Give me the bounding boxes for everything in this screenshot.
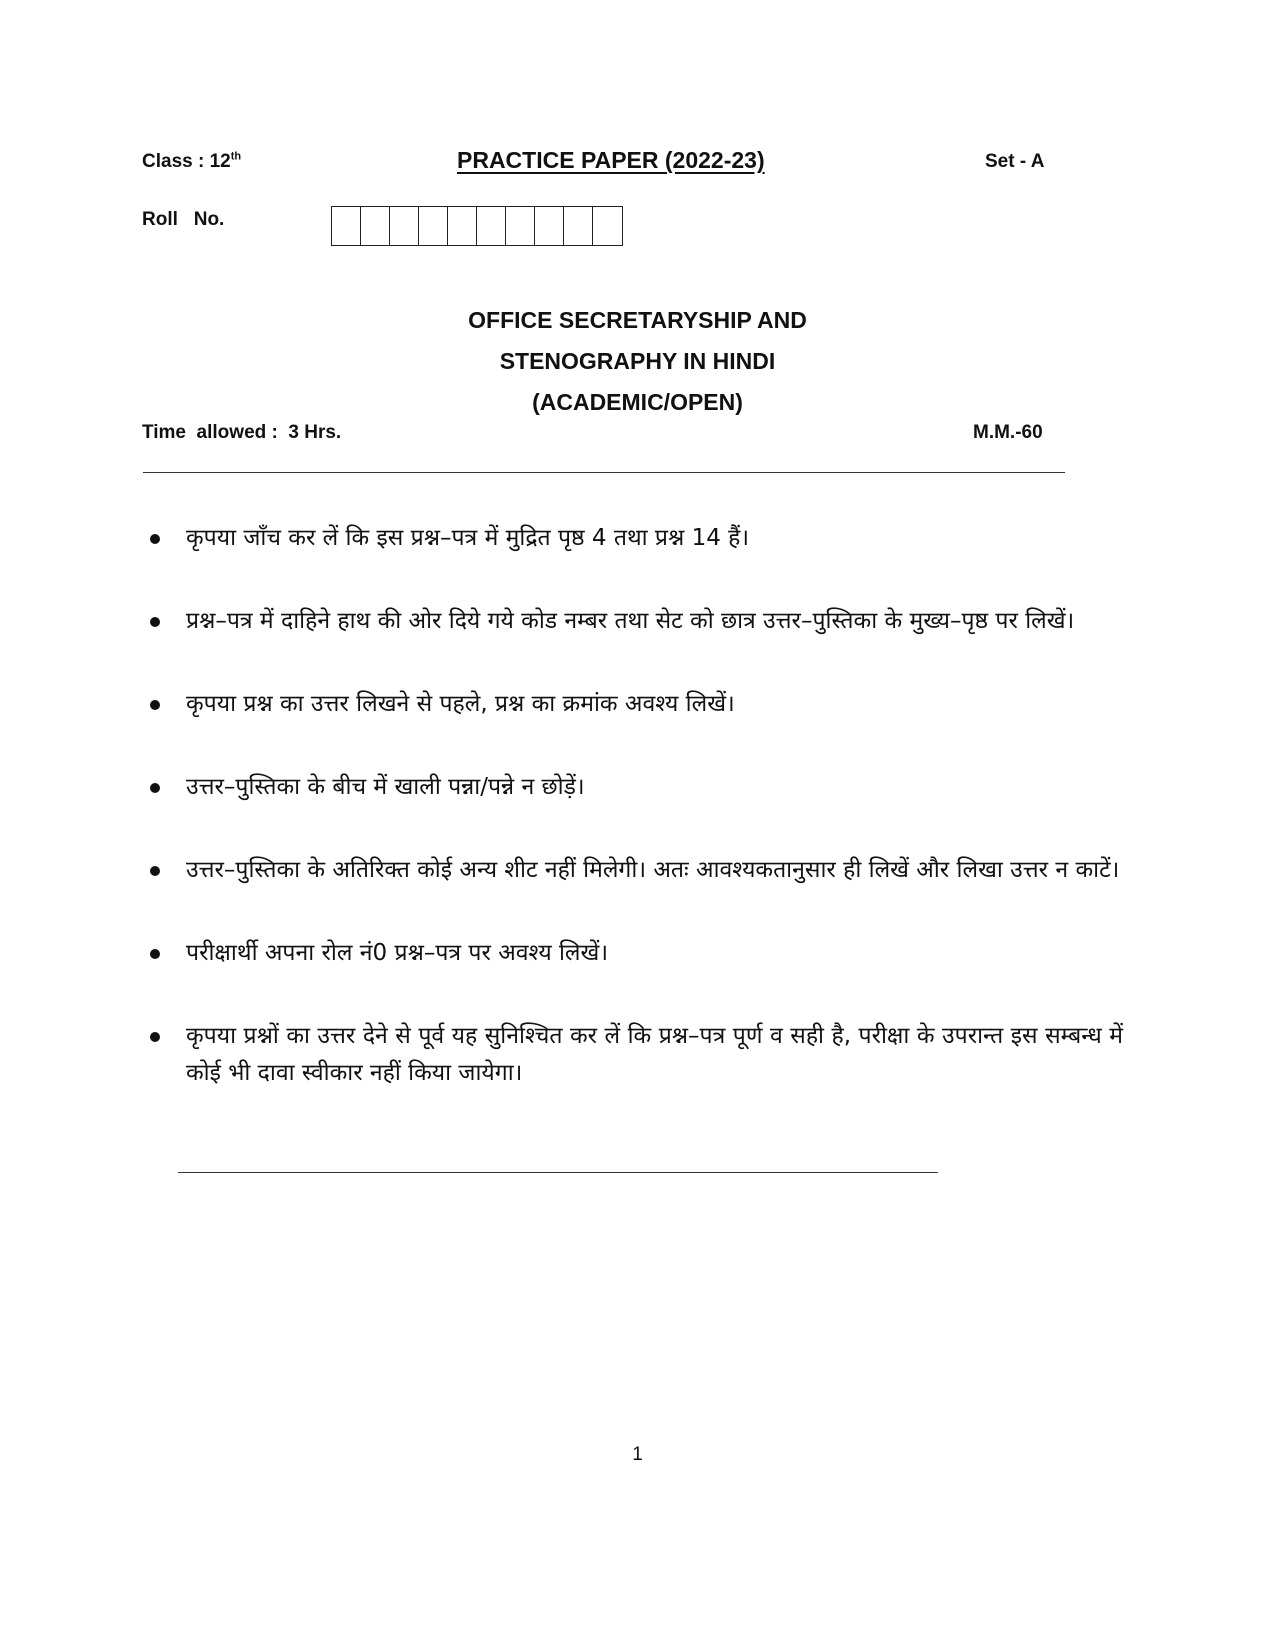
roll-digit-box[interactable] — [535, 207, 564, 245]
subject-line-1: OFFICE SECRETARYSHIP AND — [468, 307, 807, 333]
roll-digit-box[interactable] — [477, 207, 506, 245]
roll-digit-box[interactable] — [593, 207, 622, 245]
subject-line-2: STENOGRAPHY IN HINDI — [499, 348, 776, 374]
roll-number-boxes[interactable] — [331, 206, 623, 246]
instruction-item — [150, 686, 1123, 723]
bullet-icon — [150, 617, 160, 627]
paper-title: PRACTICE PAPER (2022-23) — [457, 147, 765, 173]
set-label: Set - A — [985, 151, 1045, 172]
bullet-icon — [150, 1032, 160, 1042]
time-allowed: Time allowed : 3 Hrs. — [142, 422, 342, 443]
instruction-item — [150, 769, 1123, 806]
instructions-end-divider — [178, 1172, 938, 1173]
instruction-text: परीक्षार्थी अपना रोल नं0 प्रश्न–पत्र पर अवश्य लिखें। — [186, 940, 609, 966]
instruction-item — [150, 520, 1123, 557]
class-text: Class : 12 — [142, 151, 231, 172]
class-label — [142, 151, 241, 173]
instruction-text: प्रश्न–पत्र में दाहिने हाथ की ओर दिये गये कोड नम्बर तथा सेट को छात्र उत्तर–पुस्तिका के मुख्य–पृष्ठ पर लिखें। — [186, 608, 1075, 634]
roll-digit-box[interactable] — [564, 207, 593, 245]
bullet-icon — [150, 700, 160, 710]
subject-line-3: (ACADEMIC/OPEN) — [532, 389, 743, 415]
bullet-icon — [150, 866, 160, 876]
roll-digit-box[interactable] — [332, 207, 361, 245]
instruction-item — [150, 603, 1123, 640]
roll-digit-box[interactable] — [390, 207, 419, 245]
bullet-icon — [150, 783, 160, 793]
instruction-item — [150, 852, 1123, 889]
roll-number-label: Roll No. — [142, 209, 225, 230]
roll-digit-box[interactable] — [361, 207, 390, 245]
bullet-icon — [150, 534, 160, 544]
roll-digit-box[interactable] — [419, 207, 448, 245]
page-number: 1 — [632, 1444, 643, 1465]
roll-digit-box[interactable] — [506, 207, 535, 245]
roll-digit-box[interactable] — [448, 207, 477, 245]
instruction-item — [150, 1018, 1123, 1092]
subject-title — [0, 300, 1275, 423]
instruction-text: कृपया प्रश्न का उत्तर लिखने से पहले, प्रश्न का क्रमांक अवश्य लिखें। — [186, 691, 735, 717]
instruction-text: कृपया प्रश्नों का उत्तर देने से पूर्व यह सुनिश्चित कर लें कि प्रश्न–पत्र पूर्ण व सही है, परीक्षा के उपरान्त इस सम्बन्ध में कोई भी दावा स्वीकार नहीं किया जायेगा। — [186, 1023, 1123, 1086]
header-divider — [143, 472, 1065, 473]
instruction-text: उत्तर–पुस्तिका के अतिरिक्त कोई अन्य शीट नहीं मिलेगी। अतः आवश्यकतानुसार ही लिखें और लिखा उत्तर न काटें। — [186, 857, 1120, 883]
instructions-list — [150, 520, 1123, 1138]
instruction-text: कृपया जाँच कर लें कि इस प्रश्न–पत्र में मुद्रित पृष्ठ 4 तथा प्रश्न 14 हैं। — [186, 525, 750, 551]
maximum-marks: M.M.-60 — [973, 422, 1043, 443]
instruction-text: उत्तर–पुस्तिका के बीच में खाली पन्ना/पन्ने न छोड़ें। — [186, 774, 585, 800]
bullet-icon — [150, 949, 160, 959]
instruction-item — [150, 935, 1123, 972]
class-superscript: th — [230, 150, 242, 163]
